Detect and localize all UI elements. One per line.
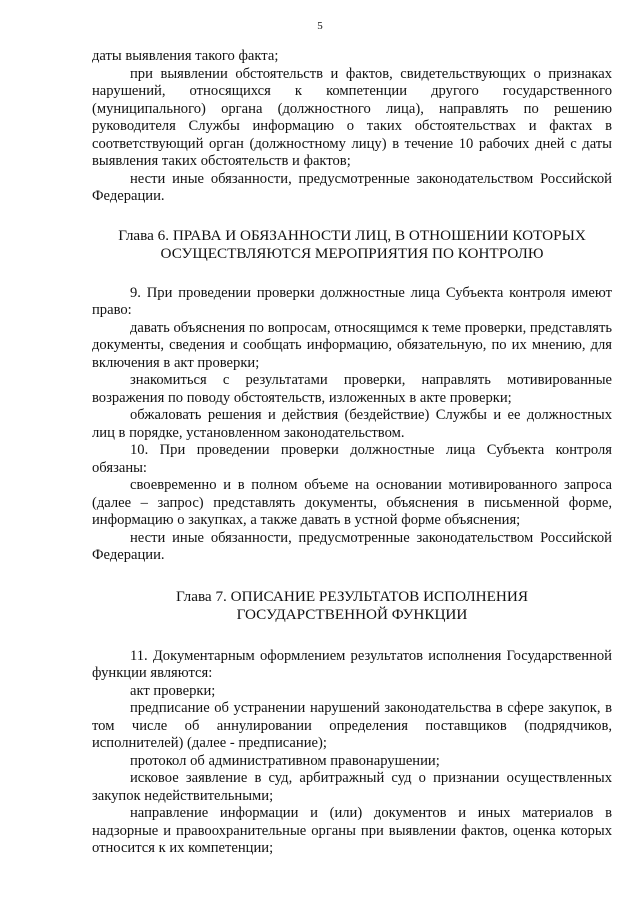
chapter-7-heading-line-1: Глава 7. ОПИСАНИЕ РЕЗУЛЬТАТОВ ИСПОЛНЕНИЯ bbox=[176, 587, 528, 605]
paragraph: акт проверки; bbox=[130, 682, 216, 699]
paragraph: своевременно и в полном объеме на основании мотивированного запроса (далее – запрос) представлять документы, объяснения в письменной форме, информацию о закупках, а также давать в устной форме объяснения; bbox=[92, 477, 612, 528]
paragraph: знакомиться с результатами проверки, направлять мотивированные возражения по поводу обстоятельств, изложенных в акте проверки; bbox=[92, 372, 612, 406]
chapter-6-heading-line-2: ОСУЩЕСТВЛЯЮТСЯ МЕРОПРИЯТИЯ ПО КОНТРОЛЮ bbox=[160, 244, 544, 262]
paragraph: исковое заявление в суд, арбитражный суд о признании осуществленных закупок недействительными; bbox=[92, 770, 612, 804]
paragraph: обжаловать решения и действия (бездействие) Службы и ее должностных лиц в порядке, установленном законодательством. bbox=[92, 407, 612, 441]
paragraph: нести иные обязанности, предусмотренные законодательством Российской Федерации. bbox=[92, 529, 612, 563]
chapter-6-heading bbox=[92, 227, 612, 263]
paragraph: направление информации и (или) документов и иных материалов в надзорные и правоохранительные органы при выявлении фактов, оценка которых относится к их компетенции; bbox=[92, 805, 612, 856]
document-body bbox=[92, 48, 612, 858]
chapter-7-heading bbox=[92, 588, 612, 624]
page-number: 5 bbox=[317, 20, 323, 32]
chapter-7-heading-line-2: ГОСУДАРСТВЕННОЙ ФУНКЦИИ bbox=[236, 605, 468, 623]
paragraph: нести иные обязанности, предусмотренные законодательством Российской Федерации. bbox=[92, 170, 612, 204]
chapter-6-heading-line-1: Глава 6. ПРАВА И ОБЯЗАННОСТИ ЛИЦ, В ОТНОШЕНИИ КОТОРЫХ bbox=[118, 226, 586, 244]
paragraph: 11. Документарным оформлением результатов исполнения Государственной функции являются: bbox=[92, 647, 612, 681]
paragraph: при выявлении обстоятельств и фактов, свидетельствующих о признаках нарушений, относящихся к компетенции другого государственного (муниципального) органа (должностного лица), направлять по решению руководителя Службы информацию о таких обстоятельствах и фактах в соответствующий орган (должностному лицу) в течение 10 рабочих дней с даты выявления таких обстоятельств и фактов; bbox=[92, 65, 612, 169]
paragraph: предписание об устранении нарушений законодательства в сфере закупок, в том числе об аннулировании определения поставщиков (подрядчиков, исполнителей) (далее - предписание); bbox=[92, 700, 612, 751]
paragraph: даты выявления такого факта; bbox=[92, 48, 279, 64]
paragraph: 9. При проведении проверки должностные лица Субъекта контроля имеют право: bbox=[92, 284, 612, 318]
paragraph: давать объяснения по вопросам, относящимся к теме проверки, представлять документы, сведения и сообщать информацию, обязательную, по их мнению, для включения в акт проверки; bbox=[92, 319, 612, 371]
paragraph: протокол об административном правонарушении; bbox=[130, 752, 440, 769]
paragraph: 10. При проведении проверки должностные лица Субъекта контроля обязаны: bbox=[92, 442, 612, 476]
